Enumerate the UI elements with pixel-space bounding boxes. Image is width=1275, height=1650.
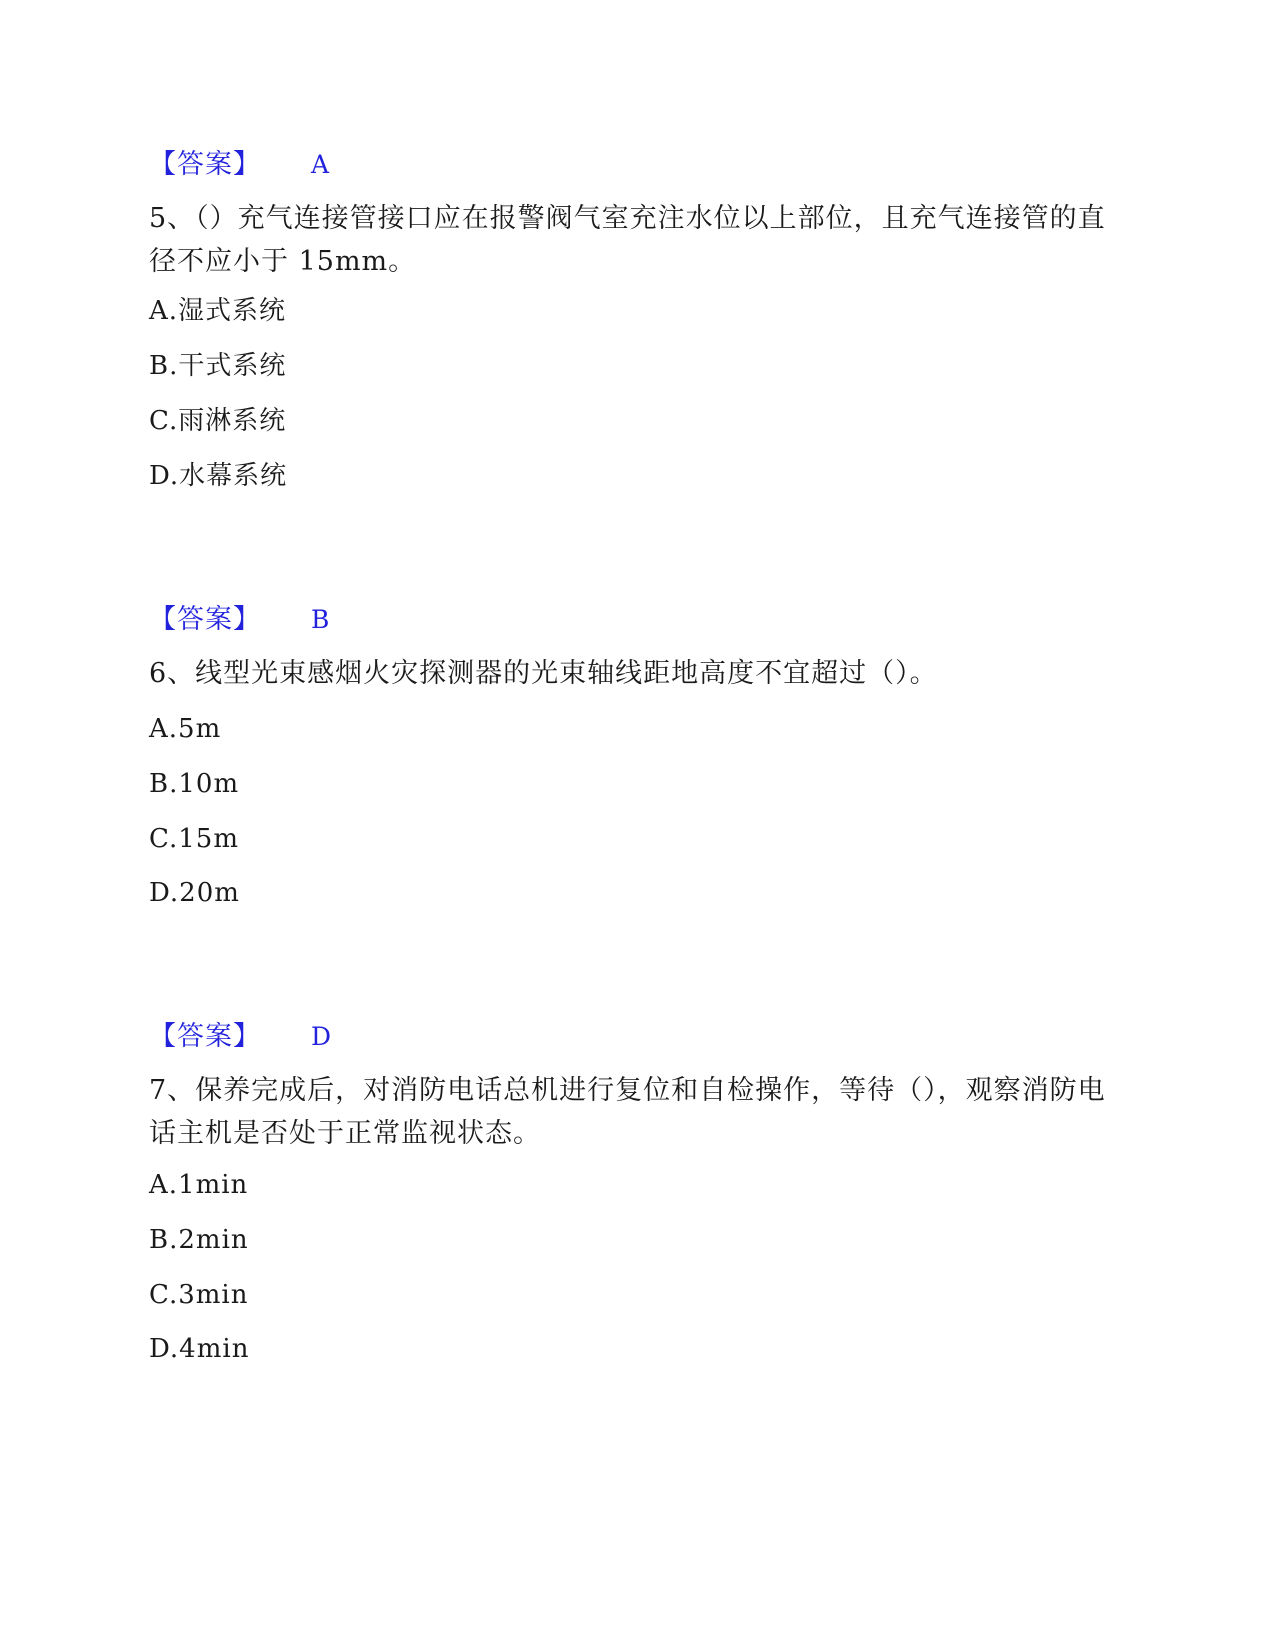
option-d: D.20m bbox=[149, 878, 240, 908]
option-d: D.水幕系统 bbox=[149, 461, 288, 491]
question-stem: 6、线型光束感烟火灾探测器的光束轴线距地高度不宜超过（）。 bbox=[149, 658, 938, 689]
option-c: C.3min bbox=[149, 1280, 249, 1310]
option-c: C.雨淋系统 bbox=[149, 406, 287, 436]
question-stem: 5、（）充气连接管接口应在报警阀气室充注水位以上部位，且充气连接管的直径不应小于 15mm。 bbox=[149, 203, 1106, 277]
answer-line bbox=[149, 603, 330, 637]
option-b: B.10m bbox=[149, 769, 240, 799]
answer-value: B bbox=[311, 605, 331, 634]
answer-line bbox=[149, 148, 330, 182]
option-a: A.1min bbox=[149, 1170, 249, 1200]
option-c: C.15m bbox=[149, 824, 239, 854]
answer-value: A bbox=[311, 150, 331, 179]
question-stem: 7、保养完成后，对消防电话总机进行复位和自检操作，等待（），观察消防电话主机是否处于正常监视状态。 bbox=[149, 1075, 1106, 1149]
answer-value: D bbox=[311, 1022, 333, 1051]
option-a: A.5m bbox=[149, 714, 222, 744]
option-a: A.湿式系统 bbox=[149, 296, 287, 326]
answer-label: 【答案】 bbox=[149, 149, 261, 180]
answer-line bbox=[149, 1020, 332, 1054]
answer-label: 【答案】 bbox=[149, 604, 261, 635]
option-b: B.2min bbox=[149, 1225, 249, 1255]
option-d: D.4min bbox=[149, 1334, 250, 1364]
answer-label: 【答案】 bbox=[149, 1021, 261, 1052]
option-b: B.干式系统 bbox=[149, 351, 287, 381]
